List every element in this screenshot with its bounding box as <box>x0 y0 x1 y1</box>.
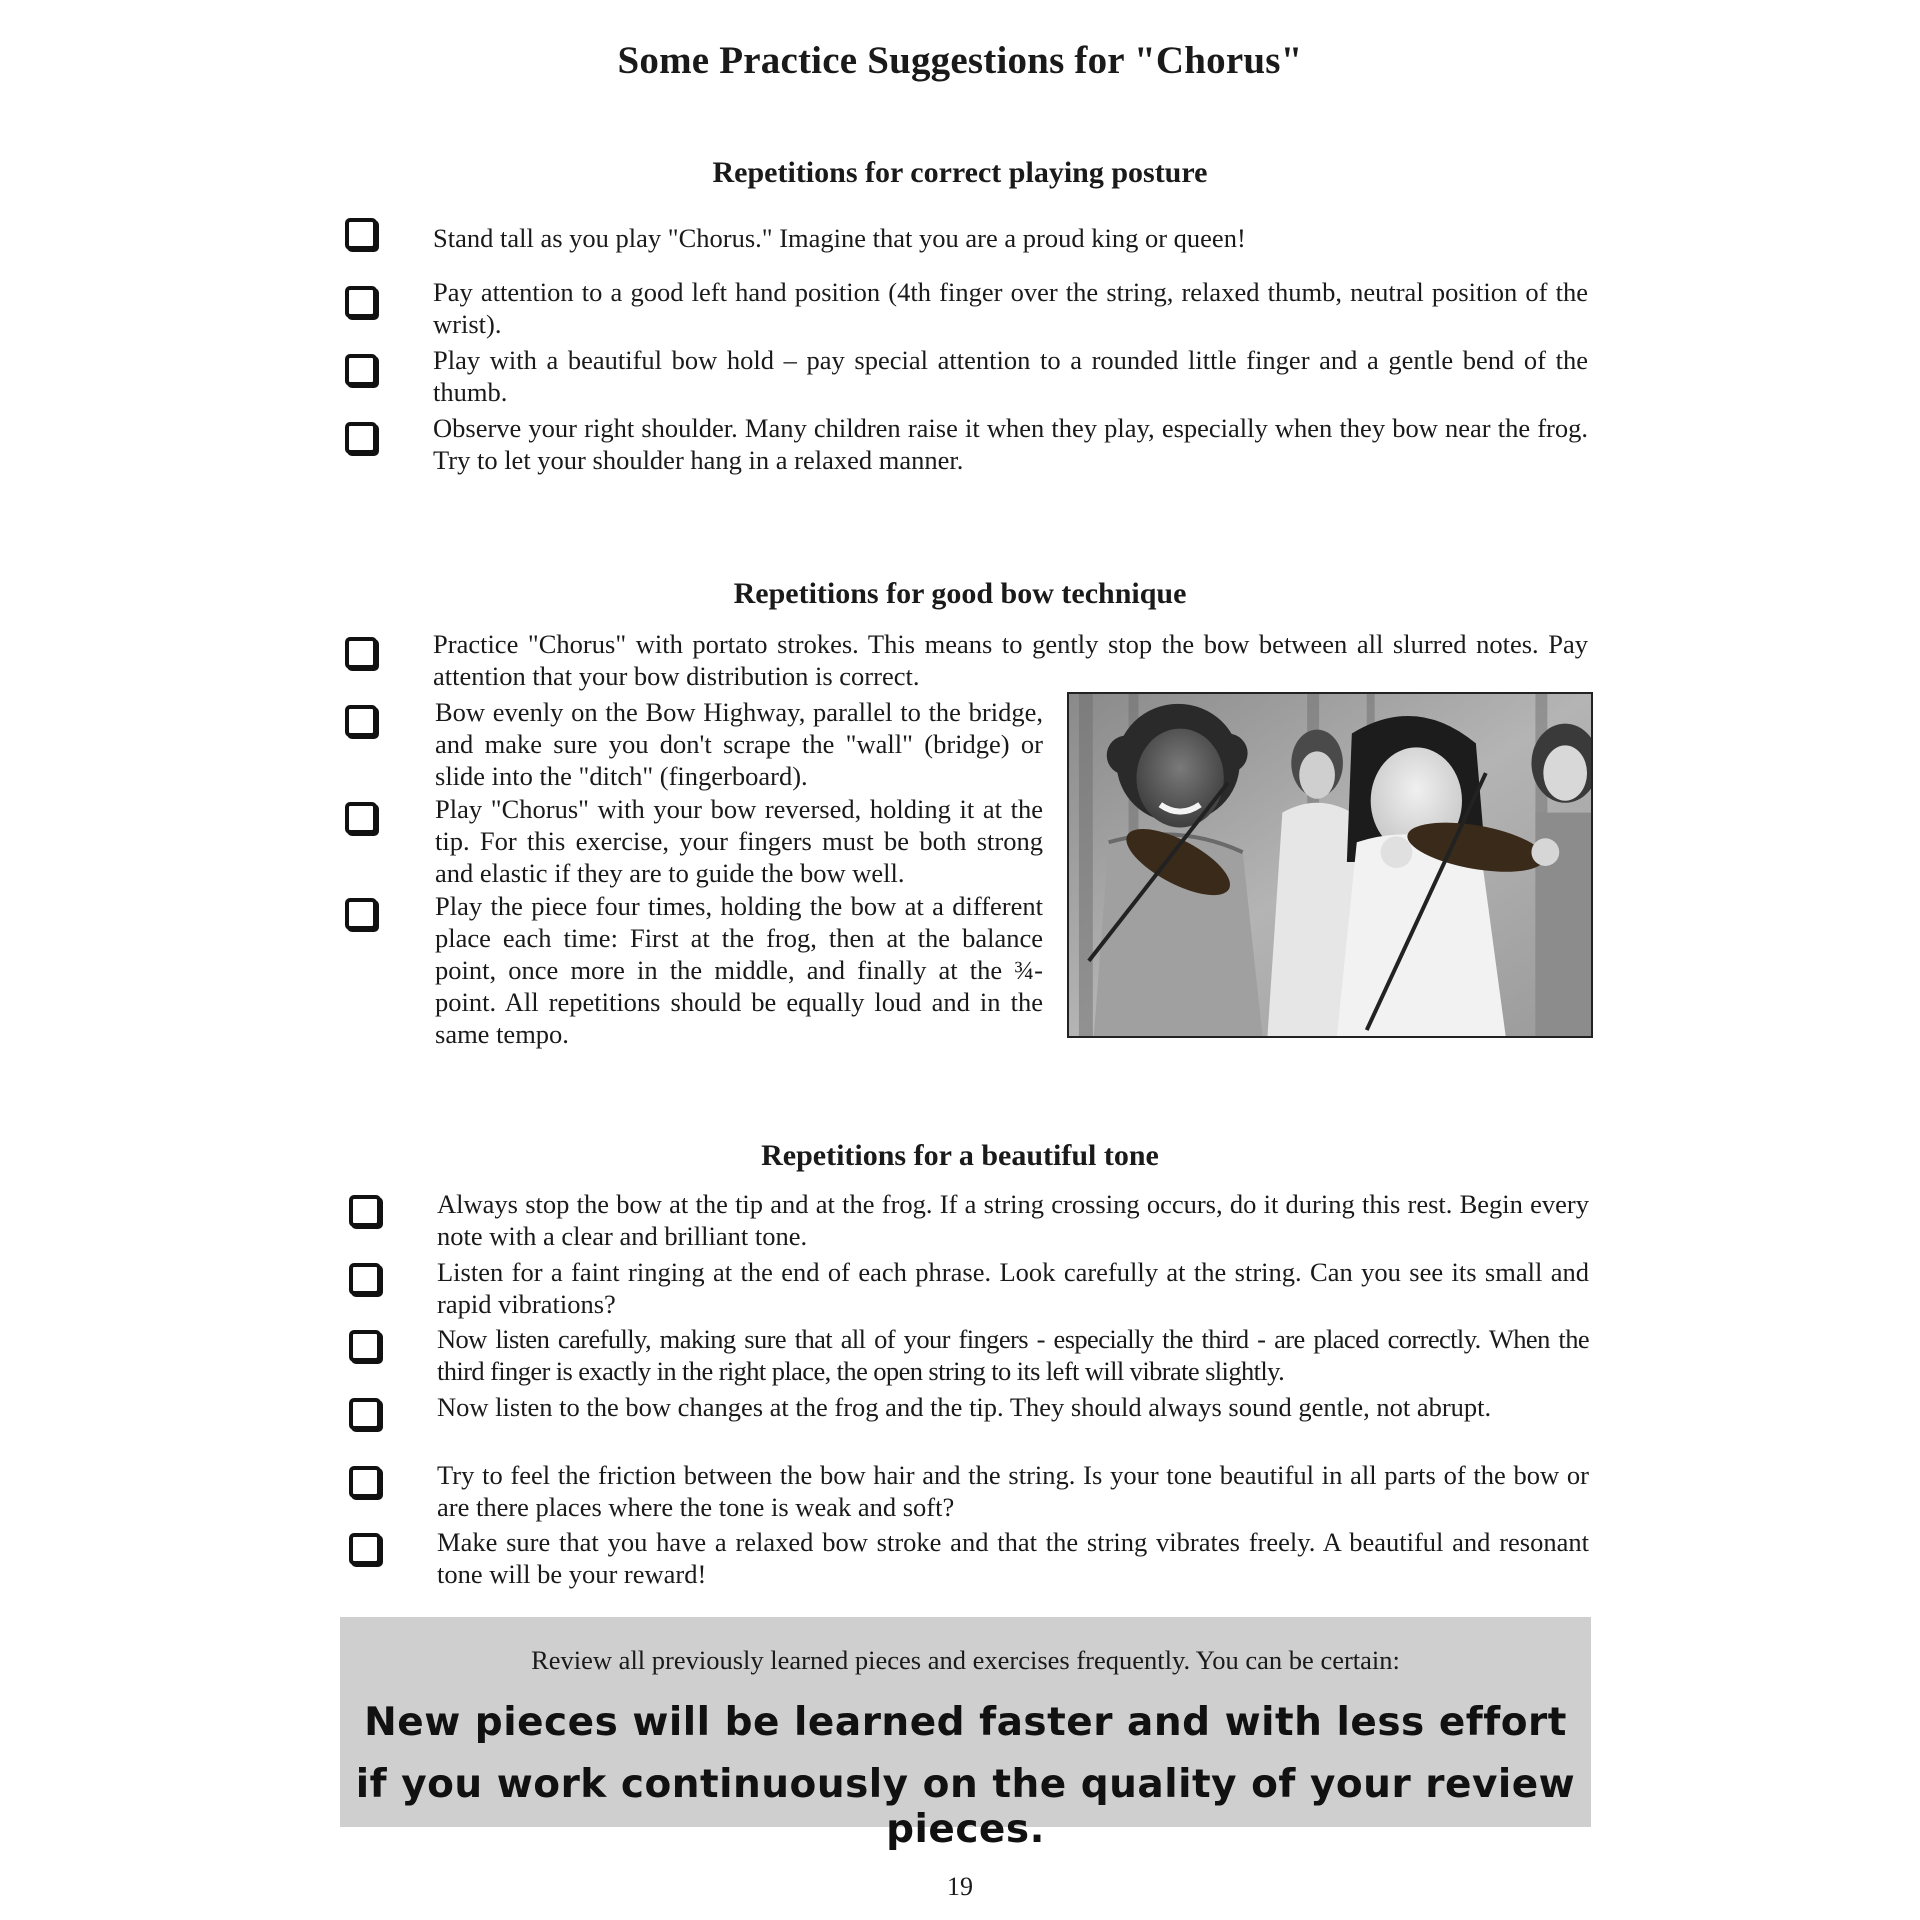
posture-item-2: Pay attention to a good left hand position (4th finger over the string, relaxed thumb, neutral position of the wrist). <box>433 277 1588 339</box>
review-intro: Review all previously learned pieces and exercises frequently. You can be certain: <box>531 1645 1400 1675</box>
tone-item-3: Now listen carefully, making sure that all of your fingers - especially the third - are placed correctly. When the third finger is exactly in the right place, the open string to its left will vibrate slightly. <box>437 1324 1589 1386</box>
page-number: 19 <box>947 1872 973 1901</box>
section-heading-posture: Repetitions for correct playing posture <box>712 156 1208 189</box>
review-callout <box>340 1617 1591 1852</box>
checkbox-bow-3[interactable] <box>345 802 377 834</box>
checkbox-bow-2[interactable] <box>345 705 377 737</box>
tone-item-4: Now listen to the bow changes at the frog and the tip. They should always sound gentle, not abrupt. <box>437 1392 1492 1422</box>
checkbox-tone-5[interactable] <box>349 1466 381 1498</box>
checkbox-posture-3[interactable] <box>345 354 377 386</box>
page-title: Some Practice Suggestions for "Chorus" <box>617 39 1303 82</box>
checkbox-posture-1[interactable] <box>345 218 377 250</box>
checkbox-bow-4[interactable] <box>345 898 377 930</box>
children-violin-photo <box>1067 692 1593 1038</box>
checkbox-tone-2[interactable] <box>349 1263 381 1295</box>
section-heading-beautiful-tone: Repetitions for a beautiful tone <box>761 1139 1159 1172</box>
tone-item-5: Try to feel the friction between the bow hair and the string. Is your tone beautiful in all parts of the bow or are there places where the tone is weak and soft? <box>437 1460 1589 1522</box>
posture-item-3: Play with a beautiful bow hold – pay special attention to a rounded little finger and a gentle bend of the thumb. <box>433 345 1588 407</box>
checkbox-tone-6[interactable] <box>349 1533 381 1565</box>
checkbox-tone-1[interactable] <box>349 1195 381 1227</box>
tone-item-6: Make sure that you have a relaxed bow stroke and that the string vibrates freely. A beautiful and resonant tone will be your reward! <box>437 1527 1589 1589</box>
review-emphasis-line-1: New pieces will be learned faster and with less effort <box>364 1700 1567 1745</box>
review-emphasis-line-2: if you work continuously on the quality of your review pieces. <box>355 1762 1576 1852</box>
checkbox-tone-4[interactable] <box>349 1398 381 1430</box>
checkbox-tone-3[interactable] <box>349 1330 381 1362</box>
bow-item-1: Practice "Chorus" with portato strokes. This means to gently stop the bow between all slurred notes. Pay attention that your bow distribution is correct. <box>433 629 1588 691</box>
tone-item-2: Listen for a faint ringing at the end of each phrase. Look carefully at the string. Can you see its small and rapid vibrations? <box>437 1257 1589 1319</box>
bow-item-2: Bow evenly on the Bow Highway, parallel to the bridge, and make sure you don't scrape the "wall" (bridge) or slide into the "ditch" (fingerboard). <box>435 697 1043 791</box>
posture-item-1: Stand tall as you play "Chorus." Imagine that you are a proud king or queen! <box>433 223 1246 253</box>
checkbox-posture-4[interactable] <box>345 422 377 454</box>
section-heading-bow-technique: Repetitions for good bow technique <box>733 577 1187 610</box>
bow-item-4: Play the piece four times, holding the bow at a different place each time: First at the frog, then at the balance point, once more in the middle, and finally at the ¾-point. All repetitions should be equally loud and in the same tempo. <box>435 891 1043 1049</box>
photo-illustration <box>1069 694 1591 1036</box>
checkbox-bow-1[interactable] <box>345 637 377 669</box>
posture-item-4: Observe your right shoulder. Many children raise it when they play, especially when they bow near the frog. Try to let your shoulder hang in a relaxed manner. <box>433 413 1588 475</box>
bow-item-3: Play "Chorus" with your bow reversed, holding it at the tip. For this exercise, your fingers must be both strong and elastic if they are to guide the bow well. <box>435 794 1043 888</box>
tone-item-1: Always stop the bow at the tip and at the frog. If a string crossing occurs, do it during this rest. Begin every note with a clear and brilliant tone. <box>437 1189 1589 1251</box>
checkbox-posture-2[interactable] <box>345 286 377 318</box>
